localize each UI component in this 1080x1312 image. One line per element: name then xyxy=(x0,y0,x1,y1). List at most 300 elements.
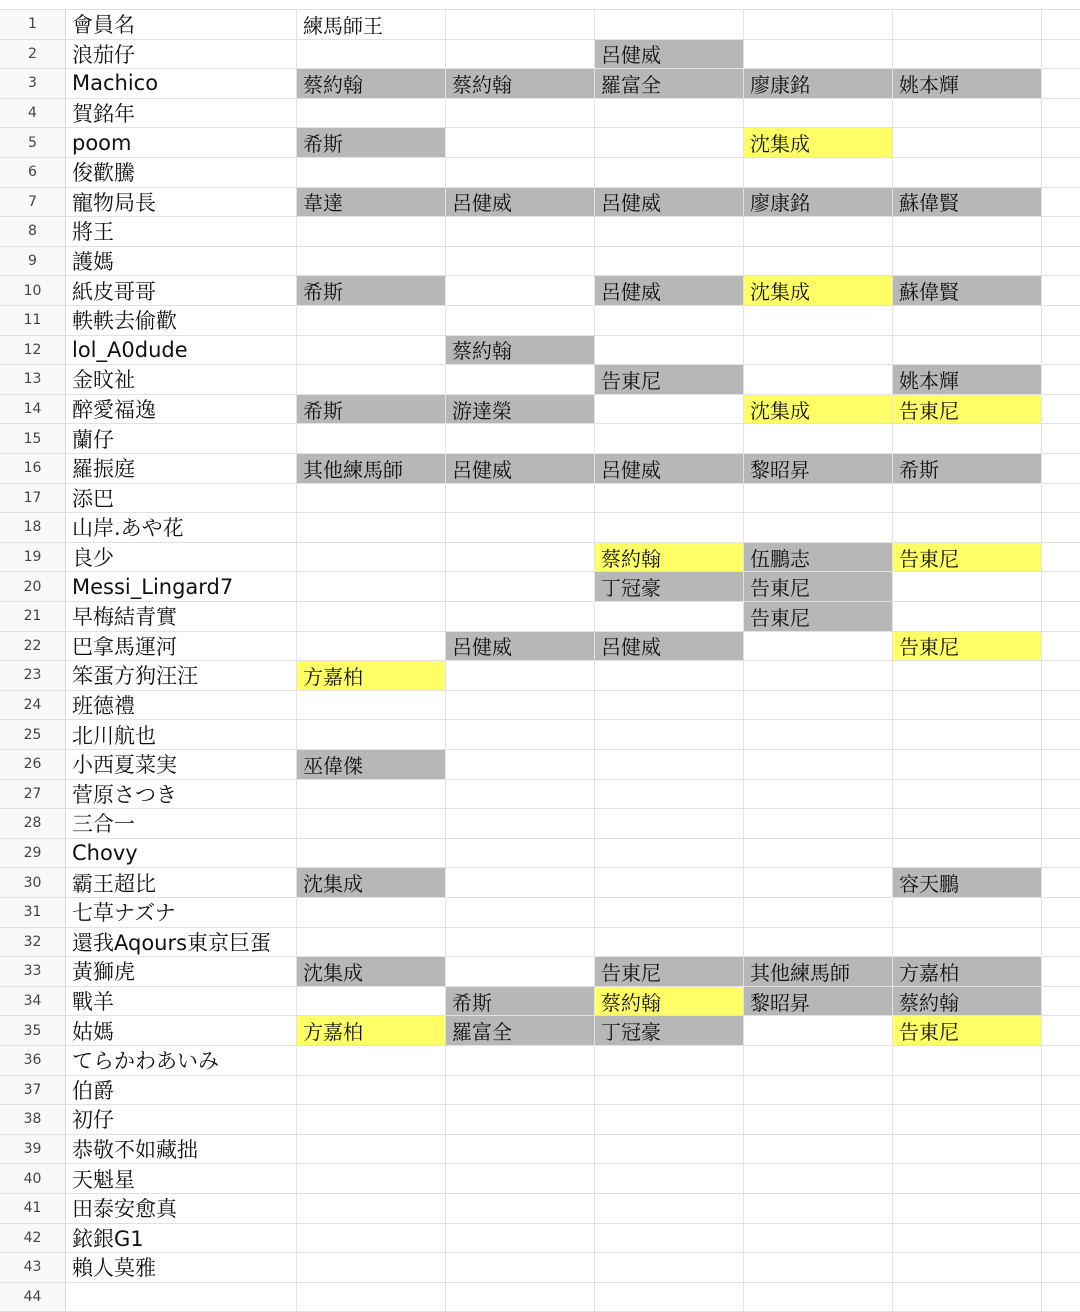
member-name-cell[interactable]: 小西夏菜実 xyxy=(66,750,297,780)
trainer-cell[interactable] xyxy=(893,10,1042,40)
row-number[interactable]: 1 xyxy=(0,10,66,40)
trainer-cell[interactable] xyxy=(893,1135,1042,1165)
member-name-cell[interactable]: 良少 xyxy=(66,543,297,573)
trainer-cell[interactable] xyxy=(744,1283,893,1312)
trainer-cell[interactable]: 沈集成 xyxy=(297,957,446,987)
trainer-cell[interactable] xyxy=(595,484,744,514)
empty-cell[interactable] xyxy=(1042,868,1080,898)
trainer-cell[interactable] xyxy=(744,809,893,839)
trainer-cell[interactable] xyxy=(297,602,446,632)
empty-cell[interactable] xyxy=(1042,780,1080,810)
trainer-cell[interactable] xyxy=(297,365,446,395)
row-number[interactable]: 18 xyxy=(0,513,66,543)
trainer-cell[interactable] xyxy=(297,1105,446,1135)
trainer-cell[interactable]: 其他練馬師 xyxy=(744,957,893,987)
trainer-cell[interactable] xyxy=(595,928,744,958)
trainer-cell[interactable] xyxy=(446,898,595,928)
trainer-cell[interactable] xyxy=(595,1253,744,1283)
trainer-cell[interactable] xyxy=(595,1164,744,1194)
row-number[interactable]: 4 xyxy=(0,99,66,129)
trainer-cell[interactable] xyxy=(446,365,595,395)
row-number[interactable]: 27 xyxy=(0,780,66,810)
row-number[interactable]: 32 xyxy=(0,928,66,958)
trainer-cell[interactable]: 姚本輝 xyxy=(893,69,1042,99)
trainer-cell[interactable] xyxy=(595,336,744,366)
row-number[interactable]: 12 xyxy=(0,336,66,366)
trainer-cell[interactable] xyxy=(446,1164,595,1194)
row-number[interactable]: 22 xyxy=(0,632,66,662)
trainer-cell[interactable] xyxy=(446,1135,595,1165)
trainer-cell[interactable] xyxy=(744,306,893,336)
trainer-cell[interactable]: 呂健威 xyxy=(595,454,744,484)
trainer-cell[interactable] xyxy=(446,484,595,514)
row-number[interactable]: 33 xyxy=(0,957,66,987)
empty-cell[interactable] xyxy=(1042,128,1080,158)
empty-cell[interactable] xyxy=(1042,661,1080,691)
trainer-cell[interactable] xyxy=(297,1224,446,1254)
empty-cell[interactable] xyxy=(1042,484,1080,514)
empty-cell[interactable] xyxy=(1042,306,1080,336)
member-name-cell[interactable]: lol_A0dude xyxy=(66,336,297,366)
row-number[interactable]: 28 xyxy=(0,809,66,839)
trainer-cell[interactable] xyxy=(595,306,744,336)
empty-cell[interactable] xyxy=(1042,513,1080,543)
row-number[interactable]: 24 xyxy=(0,691,66,721)
trainer-cell[interactable] xyxy=(446,928,595,958)
member-name-cell[interactable]: Chovy xyxy=(66,839,297,869)
trainer-cell[interactable]: 呂健威 xyxy=(446,632,595,662)
trainer-cell[interactable] xyxy=(595,1076,744,1106)
trainer-cell[interactable] xyxy=(744,10,893,40)
trainer-cell[interactable]: 沈集成 xyxy=(744,276,893,306)
trainer-cell[interactable] xyxy=(893,1046,1042,1076)
row-number[interactable]: 14 xyxy=(0,395,66,425)
trainer-cell[interactable] xyxy=(744,1164,893,1194)
trainer-cell[interactable]: 希斯 xyxy=(297,395,446,425)
trainer-cell[interactable]: 告東尼 xyxy=(744,602,893,632)
trainer-cell[interactable] xyxy=(595,395,744,425)
trainer-cell[interactable] xyxy=(893,1105,1042,1135)
trainer-cell[interactable]: 告東尼 xyxy=(893,632,1042,662)
row-number[interactable]: 23 xyxy=(0,661,66,691)
trainer-cell[interactable]: 呂健威 xyxy=(595,276,744,306)
trainer-cell[interactable] xyxy=(893,424,1042,454)
trainer-cell[interactable] xyxy=(595,898,744,928)
row-number[interactable]: 8 xyxy=(0,217,66,247)
empty-cell[interactable] xyxy=(1042,839,1080,869)
trainer-cell[interactable]: 練馬師王 xyxy=(297,10,446,40)
row-number[interactable]: 44 xyxy=(0,1283,66,1312)
trainer-cell[interactable]: 呂健威 xyxy=(595,188,744,218)
row-number[interactable]: 35 xyxy=(0,1016,66,1046)
empty-cell[interactable] xyxy=(1042,1164,1080,1194)
member-name-cell[interactable]: poom xyxy=(66,128,297,158)
trainer-cell[interactable] xyxy=(744,40,893,70)
trainer-cell[interactable] xyxy=(446,128,595,158)
trainer-cell[interactable] xyxy=(297,839,446,869)
trainer-cell[interactable]: 希斯 xyxy=(297,276,446,306)
trainer-cell[interactable] xyxy=(595,839,744,869)
trainer-cell[interactable] xyxy=(446,780,595,810)
empty-cell[interactable] xyxy=(1042,188,1080,218)
trainer-cell[interactable] xyxy=(744,632,893,662)
trainer-cell[interactable]: 丁冠豪 xyxy=(595,572,744,602)
trainer-cell[interactable] xyxy=(744,365,893,395)
empty-cell[interactable] xyxy=(1042,365,1080,395)
trainer-cell[interactable] xyxy=(893,809,1042,839)
trainer-cell[interactable] xyxy=(595,780,744,810)
trainer-cell[interactable] xyxy=(595,809,744,839)
member-name-cell[interactable] xyxy=(66,1283,297,1312)
row-number[interactable]: 2 xyxy=(0,40,66,70)
row-number[interactable]: 16 xyxy=(0,454,66,484)
trainer-cell[interactable] xyxy=(744,750,893,780)
row-number[interactable]: 11 xyxy=(0,306,66,336)
trainer-cell[interactable] xyxy=(446,602,595,632)
trainer-cell[interactable] xyxy=(744,1076,893,1106)
member-name-cell[interactable]: 戰羊 xyxy=(66,987,297,1017)
trainer-cell[interactable]: 方嘉柏 xyxy=(893,957,1042,987)
trainer-cell[interactable]: 姚本輝 xyxy=(893,365,1042,395)
trainer-cell[interactable]: 方嘉柏 xyxy=(297,1016,446,1046)
trainer-cell[interactable]: 廖康銘 xyxy=(744,69,893,99)
empty-cell[interactable] xyxy=(1042,1135,1080,1165)
empty-cell[interactable] xyxy=(1042,10,1080,40)
trainer-cell[interactable]: 希斯 xyxy=(893,454,1042,484)
trainer-cell[interactable] xyxy=(893,247,1042,277)
trainer-cell[interactable] xyxy=(446,1194,595,1224)
trainer-cell[interactable] xyxy=(446,247,595,277)
trainer-cell[interactable]: 伍鵬志 xyxy=(744,543,893,573)
trainer-cell[interactable] xyxy=(893,484,1042,514)
row-number[interactable]: 36 xyxy=(0,1046,66,1076)
trainer-cell[interactable]: 蔡約翰 xyxy=(595,543,744,573)
empty-cell[interactable] xyxy=(1042,809,1080,839)
trainer-cell[interactable] xyxy=(893,720,1042,750)
member-name-cell[interactable]: 恭敬不如藏拙 xyxy=(66,1135,297,1165)
empty-cell[interactable] xyxy=(1042,1016,1080,1046)
trainer-cell[interactable]: 告東尼 xyxy=(893,395,1042,425)
trainer-cell[interactable]: 呂健威 xyxy=(446,454,595,484)
member-name-cell[interactable]: 巴拿馬運河 xyxy=(66,632,297,662)
empty-cell[interactable] xyxy=(1042,1283,1080,1312)
trainer-cell[interactable] xyxy=(744,720,893,750)
trainer-cell[interactable]: 告東尼 xyxy=(893,543,1042,573)
row-number[interactable]: 6 xyxy=(0,158,66,188)
trainer-cell[interactable] xyxy=(297,484,446,514)
row-number[interactable]: 30 xyxy=(0,868,66,898)
member-name-cell[interactable]: 蘭仔 xyxy=(66,424,297,454)
member-name-cell[interactable]: 還我Aqours東京巨蛋 xyxy=(66,928,297,958)
empty-cell[interactable] xyxy=(1042,395,1080,425)
trainer-cell[interactable] xyxy=(446,720,595,750)
trainer-cell[interactable] xyxy=(446,572,595,602)
trainer-cell[interactable] xyxy=(893,602,1042,632)
trainer-cell[interactable]: 呂健威 xyxy=(595,40,744,70)
trainer-cell[interactable] xyxy=(297,1135,446,1165)
trainer-cell[interactable] xyxy=(297,306,446,336)
trainer-cell[interactable] xyxy=(446,513,595,543)
trainer-cell[interactable] xyxy=(446,543,595,573)
empty-cell[interactable] xyxy=(1042,691,1080,721)
trainer-cell[interactable] xyxy=(893,750,1042,780)
trainer-cell[interactable] xyxy=(744,484,893,514)
trainer-cell[interactable] xyxy=(595,1283,744,1312)
row-number[interactable]: 39 xyxy=(0,1135,66,1165)
trainer-cell[interactable]: 告東尼 xyxy=(744,572,893,602)
trainer-cell[interactable] xyxy=(893,128,1042,158)
row-number[interactable]: 42 xyxy=(0,1224,66,1254)
trainer-cell[interactable] xyxy=(297,987,446,1017)
trainer-cell[interactable] xyxy=(595,1105,744,1135)
trainer-cell[interactable] xyxy=(446,839,595,869)
member-name-cell[interactable]: 北川航也 xyxy=(66,720,297,750)
trainer-cell[interactable] xyxy=(297,898,446,928)
member-name-cell[interactable]: 田泰安愈真 xyxy=(66,1194,297,1224)
trainer-cell[interactable] xyxy=(297,217,446,247)
empty-cell[interactable] xyxy=(1042,602,1080,632)
trainer-cell[interactable] xyxy=(297,158,446,188)
trainer-cell[interactable]: 黎昭昇 xyxy=(744,987,893,1017)
trainer-cell[interactable] xyxy=(297,928,446,958)
trainer-cell[interactable] xyxy=(297,99,446,129)
trainer-cell[interactable] xyxy=(744,217,893,247)
empty-cell[interactable] xyxy=(1042,750,1080,780)
trainer-cell[interactable]: 巫偉傑 xyxy=(297,750,446,780)
trainer-cell[interactable] xyxy=(893,1283,1042,1312)
trainer-cell[interactable] xyxy=(893,1253,1042,1283)
trainer-cell[interactable] xyxy=(446,1253,595,1283)
trainer-cell[interactable] xyxy=(744,868,893,898)
trainer-cell[interactable] xyxy=(595,158,744,188)
trainer-cell[interactable]: 容天鵬 xyxy=(893,868,1042,898)
member-name-cell[interactable]: 菅原さつき xyxy=(66,780,297,810)
trainer-cell[interactable] xyxy=(744,158,893,188)
trainer-cell[interactable] xyxy=(297,1076,446,1106)
row-number[interactable]: 7 xyxy=(0,188,66,218)
empty-cell[interactable] xyxy=(1042,1105,1080,1135)
empty-cell[interactable] xyxy=(1042,424,1080,454)
empty-cell[interactable] xyxy=(1042,928,1080,958)
trainer-cell[interactable] xyxy=(595,691,744,721)
empty-cell[interactable] xyxy=(1042,1046,1080,1076)
empty-cell[interactable] xyxy=(1042,1253,1080,1283)
trainer-cell[interactable]: 沈集成 xyxy=(297,868,446,898)
trainer-cell[interactable] xyxy=(744,247,893,277)
empty-cell[interactable] xyxy=(1042,276,1080,306)
trainer-cell[interactable] xyxy=(297,572,446,602)
trainer-cell[interactable] xyxy=(744,928,893,958)
empty-cell[interactable] xyxy=(1042,720,1080,750)
trainer-cell[interactable] xyxy=(893,839,1042,869)
trainer-cell[interactable] xyxy=(595,1135,744,1165)
trainer-cell[interactable]: 蘇偉賢 xyxy=(893,276,1042,306)
trainer-cell[interactable] xyxy=(595,602,744,632)
trainer-cell[interactable] xyxy=(446,750,595,780)
trainer-cell[interactable]: 呂健威 xyxy=(595,632,744,662)
member-name-cell[interactable]: 黃獅虎 xyxy=(66,957,297,987)
row-number[interactable]: 41 xyxy=(0,1194,66,1224)
trainer-cell[interactable] xyxy=(446,957,595,987)
trainer-cell[interactable] xyxy=(893,40,1042,70)
empty-cell[interactable] xyxy=(1042,99,1080,129)
row-number[interactable]: 3 xyxy=(0,69,66,99)
trainer-cell[interactable] xyxy=(744,1046,893,1076)
member-name-cell[interactable]: 初仔 xyxy=(66,1105,297,1135)
trainer-cell[interactable] xyxy=(297,543,446,573)
member-name-cell[interactable]: 七草ナズナ xyxy=(66,898,297,928)
member-name-cell[interactable]: 會員名 xyxy=(66,10,297,40)
row-number[interactable]: 38 xyxy=(0,1105,66,1135)
member-name-cell[interactable]: 俊歡騰 xyxy=(66,158,297,188)
trainer-cell[interactable] xyxy=(595,513,744,543)
trainer-cell[interactable] xyxy=(595,1046,744,1076)
member-name-cell[interactable]: 天魁星 xyxy=(66,1164,297,1194)
trainer-cell[interactable] xyxy=(446,1046,595,1076)
trainer-cell[interactable] xyxy=(595,1224,744,1254)
row-number[interactable]: 25 xyxy=(0,720,66,750)
trainer-cell[interactable] xyxy=(446,1105,595,1135)
trainer-cell[interactable] xyxy=(744,1194,893,1224)
trainer-cell[interactable] xyxy=(893,661,1042,691)
trainer-cell[interactable] xyxy=(446,158,595,188)
member-name-cell[interactable]: 添巴 xyxy=(66,484,297,514)
trainer-cell[interactable] xyxy=(595,217,744,247)
trainer-cell[interactable] xyxy=(744,661,893,691)
trainer-cell[interactable] xyxy=(744,99,893,129)
member-name-cell[interactable]: 羅振庭 xyxy=(66,454,297,484)
member-name-cell[interactable]: 霸王超比 xyxy=(66,868,297,898)
member-name-cell[interactable]: Machico xyxy=(66,69,297,99)
trainer-cell[interactable] xyxy=(297,632,446,662)
trainer-cell[interactable] xyxy=(595,661,744,691)
member-name-cell[interactable]: 將王 xyxy=(66,217,297,247)
empty-cell[interactable] xyxy=(1042,1076,1080,1106)
empty-cell[interactable] xyxy=(1042,572,1080,602)
trainer-cell[interactable] xyxy=(744,424,893,454)
trainer-cell[interactable] xyxy=(595,10,744,40)
trainer-cell[interactable] xyxy=(595,99,744,129)
trainer-cell[interactable] xyxy=(893,1076,1042,1106)
row-number[interactable]: 13 xyxy=(0,365,66,395)
trainer-cell[interactable] xyxy=(297,336,446,366)
trainer-cell[interactable] xyxy=(297,720,446,750)
trainer-cell[interactable]: 希斯 xyxy=(297,128,446,158)
empty-cell[interactable] xyxy=(1042,1224,1080,1254)
trainer-cell[interactable]: 其他練馬師 xyxy=(297,454,446,484)
trainer-cell[interactable] xyxy=(297,1046,446,1076)
row-number[interactable]: 15 xyxy=(0,424,66,454)
trainer-cell[interactable] xyxy=(297,780,446,810)
trainer-cell[interactable] xyxy=(446,691,595,721)
trainer-cell[interactable] xyxy=(744,336,893,366)
member-name-cell[interactable]: 金旼祉 xyxy=(66,365,297,395)
empty-cell[interactable] xyxy=(1042,40,1080,70)
trainer-cell[interactable]: 希斯 xyxy=(446,987,595,1017)
trainer-cell[interactable] xyxy=(744,1224,893,1254)
trainer-cell[interactable]: 蔡約翰 xyxy=(446,336,595,366)
trainer-cell[interactable] xyxy=(744,898,893,928)
trainer-cell[interactable] xyxy=(297,513,446,543)
trainer-cell[interactable] xyxy=(297,424,446,454)
trainer-cell[interactable] xyxy=(893,1224,1042,1254)
member-name-cell[interactable]: 醉愛福逸 xyxy=(66,395,297,425)
empty-cell[interactable] xyxy=(1042,454,1080,484)
trainer-cell[interactable] xyxy=(595,750,744,780)
member-name-cell[interactable]: 早梅結青實 xyxy=(66,602,297,632)
trainer-cell[interactable]: 方嘉柏 xyxy=(297,661,446,691)
trainer-cell[interactable]: 沈集成 xyxy=(744,395,893,425)
empty-cell[interactable] xyxy=(1042,987,1080,1017)
trainer-cell[interactable]: 游達榮 xyxy=(446,395,595,425)
trainer-cell[interactable] xyxy=(744,1016,893,1046)
trainer-cell[interactable] xyxy=(297,40,446,70)
trainer-cell[interactable] xyxy=(446,99,595,129)
trainer-cell[interactable] xyxy=(446,661,595,691)
row-number[interactable]: 29 xyxy=(0,839,66,869)
row-number[interactable]: 21 xyxy=(0,602,66,632)
member-name-cell[interactable]: 山岸.あや花 xyxy=(66,513,297,543)
trainer-cell[interactable] xyxy=(446,809,595,839)
trainer-cell[interactable]: 韋達 xyxy=(297,188,446,218)
trainer-cell[interactable] xyxy=(893,158,1042,188)
member-name-cell[interactable]: 護媽 xyxy=(66,247,297,277)
member-name-cell[interactable]: 賀銘年 xyxy=(66,99,297,129)
trainer-cell[interactable] xyxy=(893,898,1042,928)
row-number[interactable]: 34 xyxy=(0,987,66,1017)
trainer-cell[interactable] xyxy=(446,276,595,306)
row-number[interactable]: 43 xyxy=(0,1253,66,1283)
trainer-cell[interactable] xyxy=(297,1283,446,1312)
member-name-cell[interactable]: 寵物局長 xyxy=(66,188,297,218)
trainer-cell[interactable] xyxy=(893,1164,1042,1194)
trainer-cell[interactable] xyxy=(893,780,1042,810)
trainer-cell[interactable]: 羅富全 xyxy=(446,1016,595,1046)
empty-cell[interactable] xyxy=(1042,158,1080,188)
trainer-cell[interactable] xyxy=(595,868,744,898)
member-name-cell[interactable]: 浪茄仔 xyxy=(66,40,297,70)
trainer-cell[interactable] xyxy=(446,868,595,898)
row-number[interactable]: 37 xyxy=(0,1076,66,1106)
trainer-cell[interactable] xyxy=(744,839,893,869)
trainer-cell[interactable] xyxy=(297,1164,446,1194)
trainer-cell[interactable] xyxy=(446,306,595,336)
trainer-cell[interactable] xyxy=(446,10,595,40)
empty-cell[interactable] xyxy=(1042,543,1080,573)
trainer-cell[interactable] xyxy=(893,1194,1042,1224)
trainer-cell[interactable]: 丁冠豪 xyxy=(595,1016,744,1046)
trainer-cell[interactable] xyxy=(446,40,595,70)
member-name-cell[interactable]: 紙皮哥哥 xyxy=(66,276,297,306)
trainer-cell[interactable]: 呂健威 xyxy=(446,188,595,218)
trainer-cell[interactable]: 告東尼 xyxy=(893,1016,1042,1046)
trainer-cell[interactable] xyxy=(446,1224,595,1254)
trainer-cell[interactable]: 蔡約翰 xyxy=(446,69,595,99)
trainer-cell[interactable] xyxy=(595,1194,744,1224)
trainer-cell[interactable] xyxy=(893,99,1042,129)
trainer-cell[interactable] xyxy=(595,128,744,158)
empty-cell[interactable] xyxy=(1042,247,1080,277)
row-number[interactable]: 19 xyxy=(0,543,66,573)
trainer-cell[interactable] xyxy=(446,424,595,454)
trainer-cell[interactable] xyxy=(744,1105,893,1135)
trainer-cell[interactable] xyxy=(744,513,893,543)
trainer-cell[interactable] xyxy=(893,928,1042,958)
member-name-cell[interactable]: 伯爵 xyxy=(66,1076,297,1106)
empty-cell[interactable] xyxy=(1042,898,1080,928)
empty-cell[interactable] xyxy=(1042,1194,1080,1224)
trainer-cell[interactable] xyxy=(595,720,744,750)
